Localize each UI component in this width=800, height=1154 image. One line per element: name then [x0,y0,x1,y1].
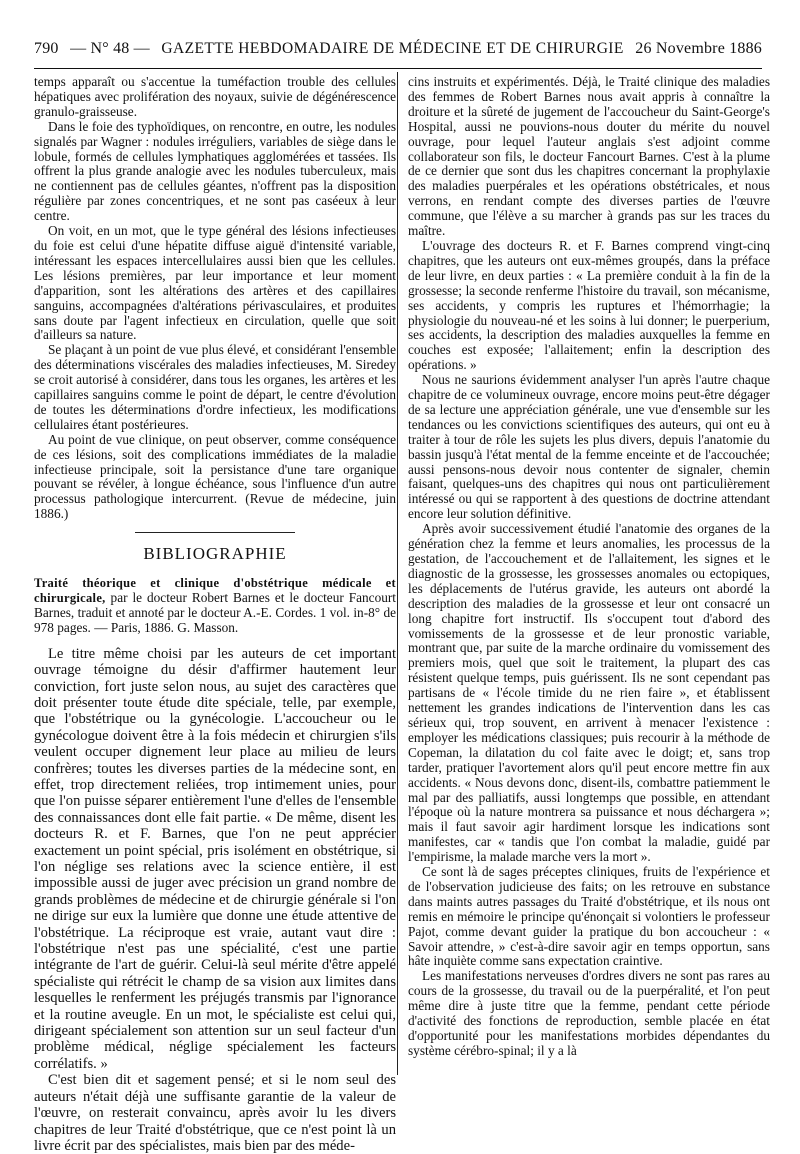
review-paragraph: cins instruits et expérimentés. Déjà, le Traité clinique des maladies des femmes de Robert Barnes nous avait appris à connaître la droiture et la sûreté de jugement de l'accoucheur du Saint-George's Hospital, aussi ne pouvions-nous douter du mérite du nouvel ouvrage, pour lequel l'auteur anglais s'est adjoint comme collaborateur son fils, le docteur Fancourt Barnes. C'est à la plume de ce dernier que sont dus les chapitres concernant la prophylaxie des maladies puerpérales et les opérations obstétricales, et nous verrons, en rendant compte des diverses parties de l'œuvre commune, que l'élève a su marcher à grands pas sur les traces du maître. [408,74,770,239]
review-paragraph: Les manifestations nerveuses d'ordres divers ne sont pas rares au cours de la grossesse, du travail ou de la puerpéralité, et l'on peut même dire à juste titre que la femme, pendant cette période d'activité des fonctions de reproduction, semble placée en état d'opportunité pour les manifestations morbides dépendantes du système cérébro-spinal; il y a là [408,968,770,1058]
article-paragraph: On voit, en un mot, que le type général des lésions infectieuses du foie est celui d'une hépatite diffuse aiguë d'intensité variable, intéressant les espaces intercellulaires aussi bien que les cellules. Les lésions premières, par leur importance et leur moment d'apparition, sont les altérations des artères et des capillaires sanguins, accompagnées d'altérations périvasculaires, et produites sans doute par l'agent infectieux en circulation, quelle que soit d'ailleurs sa nature. [34,223,396,343]
review-paragraph: Le titre même choisi par les auteurs de cet important ouvrage témoigne du désir d'affirmer hautement leur conviction, fort juste selon nous, au sujet des caractères que doit présenter toute étude dite spéciale, telle, par exemple, que l'obstétrique ou la gynécologie. L'accoucheur ou le gynécologue doivent être à la fois médecin et chirurgien s'ils veulent occuper dignement leur place au milieu de leurs confrères; toutes les diverses parties de la médecine sont, en effet, trop directement reliées, trop intimement unies, pour que l'on puisse séparer entièrement l'une d'elles de l'ensemble des connaissances dont elle fait partie. « De même, disent les docteurs R. et F. Barnes, que l'on ne peut apprécier exactement un point spécial, pris isolément en obstétrique, si l'on néglige ses relations avec la science entière, il est impossible aussi de juger avec précision un grand nombre de grands problèmes de médecine et de chirurgie générale si l'on ne dirige sur eux la lumière que donne une étude attentive de l'obstétrique. La réciproque est vraie, autant vaut dire : l'obstétrique n'est pas une spécialité, c'est une partie intégrante de l'art de guérir. Celui-là seul mérite d'être appelé spécialiste qui rétrécit le champ de sa vision aux limites dans lesquelles le renferment les préjugés transmis par l'ignorance et la routine aveugle. En un mot, le spécialiste est celui qui, dirigeant spécialement son attention sur un seul facteur d'un problème médical, néglige spécialement les facteurs corrélatifs. » [34,645,396,1072]
article-paragraph: Dans le foie des typhoïdiques, on rencontre, en outre, les nodules signalés par Wagner : nodules irréguliers, variables de siège dans le lobule, formés de cellules lymphatiques agglomérées et tassées. Ils offrent la plus grande analogie avec les nodules tuberculeux, mais ne contiennent pas de cellules géantes, n'offrent pas la disposition régulière par zones concentriques, et ne sont pas caséeux à leur centre. [34,118,396,224]
column-divider [397,72,398,1075]
left-column [34,74,397,1154]
section-title: BIBLIOGRAPHIE [143,544,287,564]
review-paragraph: Nous ne saurions évidemment analyser l'un après l'autre chaque chapitre de ce volumineux ouvrage, encore moins peut-être dégager de sa lecture une appréciation générale, une vue d'ensemble sur les tendances ou les convictions scientifiques des auteurs, qui ont eu à traiter à tour de rôle les sujets les plus divers, depuis l'anatomie du bassin jusqu'à l'état mental de la femme enceinte et de l'accouchée; aussi pensons-nous devoir nous contenter de signaler, chemin faisant, quelques-uns des chapitres qui nous ont particulièrement intéressé ou qui se rapportent à des questions de doctrine attendant encore leur solution définitive. [408,372,770,522]
review-paragraph: L'ouvrage des docteurs R. et F. Barnes comprend vingt-cinq chapitres, que les auteurs ont eux-mêmes groupés, dans la préface de leur livre, en deux parties : « La première conduit à la fin de la grossesse; la seconde renferme l'histoire du travail, son mécanisme, ses accidents, y compris les ruptures et l'hémorrhagie; la physiologie du nouveau-né et les soins à lui donner; le puerperium, ses accidents, la description des maladies auxquelles la femme en couches est exposée; l'allaitement; enfin la description des opérations. » [408,237,770,373]
book-details: par le docteur Robert Barnes et le docteur Fancourt Barnes, traduit et annoté par le docteur A.-E. Cordes. 1 vol. in-8° de 978 pages. — Paris, 1886. G. Masson. [34,590,397,635]
article-paragraph: temps apparaît ou s'accentue la tuméfaction trouble des cellules hépatiques avec prolifération des noyaux, suivie de dégénérescence granulo-graisseuse. [34,74,396,119]
review-paragraph: C'est bien dit et sagement pensé; et si le nom seul des auteurs n'était déjà une suffisante garantie de la valeur de l'œuvre, on resterait convaincu, après avoir lu les divers chapitres de leur Traité d'obstétrique, que ce n'est point là un livre écrit par des spécialistes, mais bien par des méde- [34,1072,396,1154]
page-header [34,40,762,66]
header-rule [34,68,762,69]
book-title: Traité théorique et clinique d'obstétrique médicale et chirurgicale, [34,576,396,605]
page-number: 790 [34,40,59,57]
review-paragraph: Après avoir successivement étudié l'anatomie des organes de la génération chez la femme et leurs anomalies, les processus de la gestation, de l'accouchement et de l'allaitement, les signes et le diagnostic de la grossesse, les grossesses anomales ou ectopiques, les déplacements de l'utérus gravide, les auteurs ont abordé la description des maladies de la grossesse et leur ont consacré un long chapitre fort instructif. Ils s'occupent tout d'abord des vomissements de la grossesse et de leur pronostic variable, montrant que, par suite de la marche ordinaire du vomissement des premiers mois, quel que soit le traitement, la plupart des cas résistent quelque temps, puis guérissent. Ils ne sont cependant pas partisans de « l'école timide du ne rien faire », et établissent nettement les grandes indications de l'intervention dans les cas sérieux qui, trop souvent, en arrivent à menacer l'existence : employer les médications classiques; puis recourir à la méthode de Copeman, la dilatation du col faite avec le doigt; et, sans trop tarder, pratiquer l'avortement alors qu'il peut encore mettre fin aux accidents. « Nous devons donc, disent-ils, combattre patiemment le mal par des palliatifs, aussi longtemps que possible, en attendant l'époque où la nature montrera sa puissance et nous déchargera »; mais il faut savoir agir hardiment lorsque les indications sont manifestes, car « tandis que l'on combat la maladie, guidé par l'empirisme, la malade marche vers la mort ». [408,521,770,865]
issue-number: — N° 48 — [70,40,150,57]
journal-title: GAZETTE HEBDOMADAIRE DE MÉDECINE ET DE CHIRURGIE [161,40,624,57]
review-body [34,646,396,1154]
issue-date: 26 Novembre 1886 [635,40,762,57]
section-separator [135,532,295,533]
article-paragraph: Au point de vue clinique, on peut observer, comme conséquence de ces lésions, soit des complications immédiates de la maladie infectieuse principale, soit la persistance d'une tare organique pouvant se révéler, à longue échéance, sous l'influence d'un autre processus pathologique intercurrent. (Revue de médecine, juin 1886.) [34,431,396,522]
article-paragraph: Se plaçant à un point de vue plus élevé, et considérant l'ensemble des déterminations viscérales des maladies infectieuses, M. Siredey se croit autorisé à considérer, dans tous les organes, les artères et les capillaires sanguins comme le point de départ, le centre d'évolution de toutes les déterminations d'ordre infectieux, les modifications cellulaires étant postérieures. [34,342,396,432]
review-paragraph: Ce sont là de sages préceptes cliniques, fruits de l'expérience et de l'observation judicieuse des faits; on les retrouve en substance dans maints autres passages du Traité d'obstétrique, et ils nous ont remis en mémoire le principe qu'énonçait si volontiers le professeur Pajot, comme devant guider la pratique du bon accoucheur : « Savoir attendre, » c'est-à-dire savoir agir en temps opportun, sans hâte inquiète comme sans expectation craintive. [408,864,770,969]
book-reference [34,576,396,636]
right-column [408,75,770,1075]
